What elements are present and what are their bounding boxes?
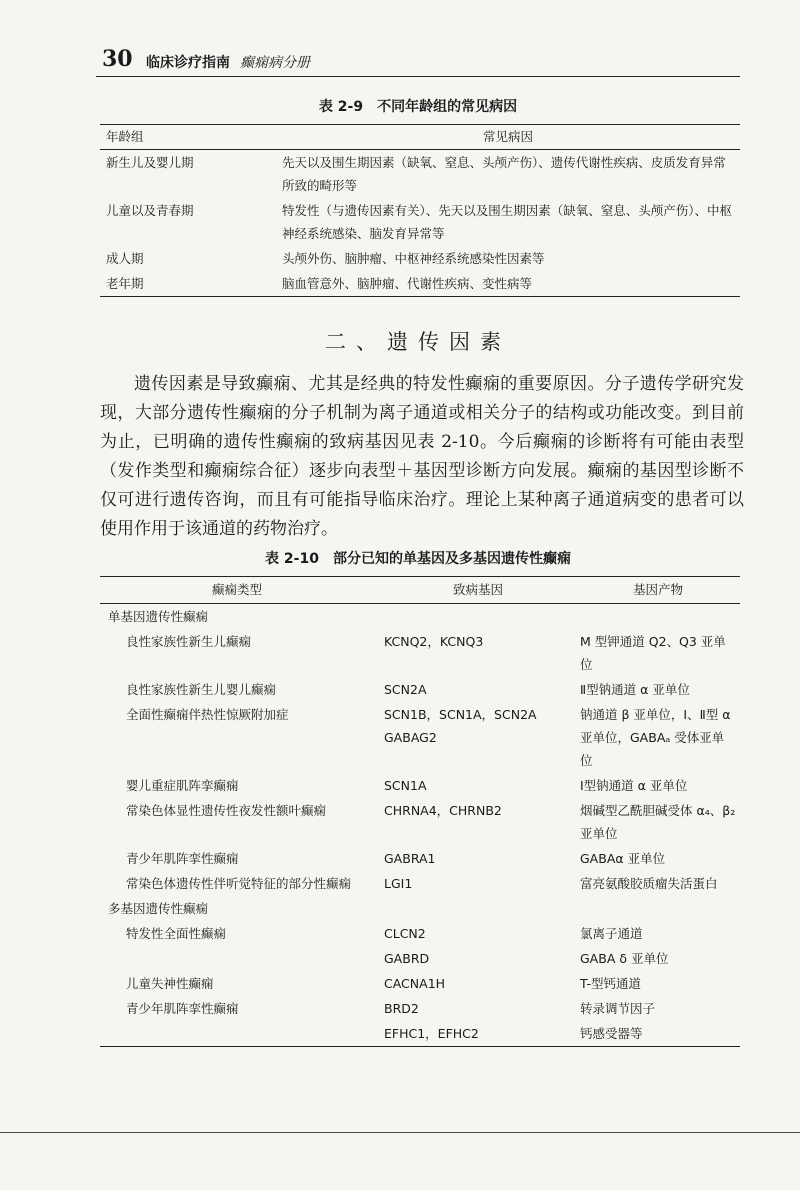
age-group-cell: 新生儿及婴儿期: [106, 155, 194, 170]
gene-cell: EFHC1，EFHC2: [384, 1026, 479, 1041]
gene-cell: BRD2: [384, 1001, 419, 1016]
table-row: [100, 198, 740, 246]
age-group-cell: 成人期: [106, 251, 144, 266]
table-row: [100, 1021, 740, 1047]
epilepsy-type-cell: 婴儿重症肌阵挛癫痫: [126, 778, 239, 793]
gene-cell: CHRNA4，CHRNB2: [384, 803, 502, 818]
epilepsy-type-cell: 儿童失神性癫痫: [126, 976, 214, 991]
product-cell: Ⅰ型钠通道 α 亚单位: [580, 778, 688, 793]
table-row: [100, 798, 740, 846]
category-row: [100, 896, 740, 921]
epilepsy-type-cell: 常染色体显性遗传性夜发性额叶癫痫: [126, 803, 327, 818]
table-row: [100, 629, 740, 677]
table-row: [100, 971, 740, 996]
gene-cell: SCN1A: [384, 778, 427, 793]
body-paragraph: 遗传因素是导致癫痫、尤其是经典的特发性癫痫的重要原因。分子遗传学研究发现，大部分遗传性癫痫的分子机制为离子通道或相关分子的结构或功能改变。到目前为止，已明确的遗传性癫痫的致病基因见表 2-10。今后癫痫的诊断将有可能由表型（发作类型和癫痫综合征）逐步向表型＋基因型诊断方向发展。癫痫的基因型诊断不仅可进行遗传咨询，而且有可能指导临床治疗。理论上某种离子通道病变的患者可以使用作用于该通道的药物治疗。: [100, 374, 744, 539]
product-cell: GABA δ 亚单位: [580, 951, 669, 966]
column-header-epilepsy-type: 癫痫类型: [100, 577, 374, 604]
column-header-causative-gene: 致病基因: [374, 577, 572, 604]
column-header-age-group: 年龄组: [100, 125, 282, 150]
causes-cell: 先天以及围生期因素（缺氧、窒息、头颅产伤）、遗传代谢性疾病、皮质发育异常所致的畸形等: [282, 155, 726, 193]
gene-cell: KCNQ2，KCNQ3: [384, 634, 484, 649]
epilepsy-type-cell: [100, 946, 374, 971]
product-cell: 钠通道 β 亚单位，Ⅰ、Ⅱ型 α 亚单位，GABAₐ 受体亚单位: [580, 707, 731, 768]
gene-cell: CACNA1H: [384, 976, 446, 991]
column-header-common-causes: 常见病因: [282, 125, 740, 150]
table-row: [100, 996, 740, 1021]
category-label: 单基因遗传性癫痫: [108, 609, 209, 624]
product-cell: 氯离子通道: [580, 926, 643, 941]
product-cell: 转录调节因子: [580, 1001, 656, 1016]
column-header-gene-product: 基因产物: [572, 577, 740, 604]
table-row: [100, 773, 740, 798]
table-2-9-title: 表 2-9 不同年龄组的常见病因: [318, 99, 518, 115]
book-title: 临床诊疗指南: [146, 55, 230, 71]
gene-cell: CLCN2: [384, 926, 426, 941]
product-cell: GABAα 亚单位: [580, 851, 666, 866]
table-row: [100, 150, 740, 199]
product-cell: T-型钙通道: [580, 976, 641, 991]
age-group-cell: 儿童以及青春期: [106, 203, 194, 218]
section-heading: 二、遗传因素: [325, 330, 511, 354]
table-row: [100, 677, 740, 702]
table-row: [100, 946, 740, 971]
table-2-10-title: 表 2-10 部分已知的单基因及多基因遗传性癫痫: [265, 551, 571, 567]
table-row: [100, 246, 740, 271]
table-row: [100, 846, 740, 871]
epilepsy-type-cell: 全面性癫痫伴热性惊厥附加症: [126, 707, 289, 722]
gene-cell: LGI1: [384, 876, 413, 891]
category-label: 多基因遗传性癫痫: [108, 901, 209, 916]
table-row: [100, 921, 740, 946]
table-header-row: [100, 125, 740, 150]
epilepsy-type-cell: 良性家族性新生儿癫痫: [126, 634, 252, 649]
volume-title: 癫痫病分册: [240, 55, 310, 71]
gene-cell: GABRA1: [384, 851, 436, 866]
epilepsy-type-cell: 良性家族性新生儿婴儿癫痫: [126, 682, 277, 697]
product-cell: 烟碱型乙酰胆碱受体 α₄、β₂ 亚单位: [580, 803, 736, 841]
category-row: [100, 604, 740, 630]
epilepsy-type-cell: 青少年肌阵挛性癫痫: [126, 1001, 239, 1016]
epilepsy-type-cell: [100, 1021, 374, 1047]
epilepsy-type-cell: 特发性全面性癫痫: [126, 926, 227, 941]
gene-cell: SCN1B，SCN1A，SCN2A GABAG2: [384, 707, 537, 745]
table-row: [100, 871, 740, 896]
epilepsy-type-cell: 青少年肌阵挛性癫痫: [126, 851, 239, 866]
page-number: 30: [102, 46, 133, 72]
product-cell: 富亮氨酸胶质瘤失活蛋白: [580, 876, 718, 891]
age-group-cell: 老年期: [106, 276, 144, 291]
table-2-9: [100, 124, 740, 297]
page-bottom-rule: [0, 1132, 800, 1133]
table-header-row: [100, 577, 740, 604]
product-cell: M 型钾通道 Q2、Q3 亚单位: [580, 634, 726, 672]
table-2-10: [100, 576, 740, 1047]
product-cell: 钙感受器等: [580, 1026, 643, 1041]
page-header: [96, 44, 736, 74]
header-rule: [96, 76, 740, 77]
causes-cell: 特发性（与遗传因素有关）、先天以及围生期因素（缺氧、窒息、头颅产伤）、中枢神经系统感染、脑发育异常等: [282, 203, 733, 241]
gene-cell: GABRD: [384, 951, 430, 966]
causes-cell: 头颅外伤、脑肿瘤、中枢神经系统感染性因素等: [282, 251, 545, 266]
table-row: [100, 271, 740, 297]
product-cell: Ⅱ型钠通道 α 亚单位: [580, 682, 690, 697]
epilepsy-type-cell: 常染色体遗传性伴听觉特征的部分性癫痫: [126, 876, 352, 891]
gene-cell: SCN2A: [384, 682, 427, 697]
causes-cell: 脑血管意外、脑肿瘤、代谢性疾病、变性病等: [282, 276, 533, 291]
table-row: [100, 702, 740, 773]
